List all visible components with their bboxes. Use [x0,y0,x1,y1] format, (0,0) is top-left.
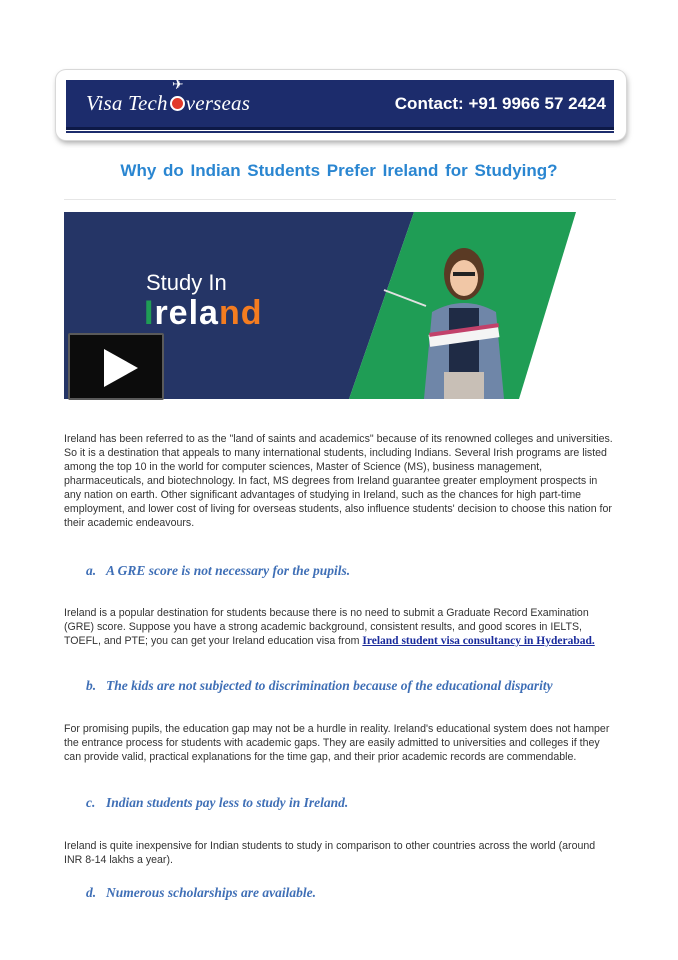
airplane-icon: ✈ [172,78,184,93]
section-heading-a: a. A GRE score is not necessary for the pupils. [86,563,351,578]
intro-paragraph: Ireland has been referred to as the "land of saints and academics" because of its renowned colleges and universities. So it is a destination that appeals to many international students, including Indians. Several Irish programs are listed among the top 10 in the world for computer sciences, Master of Science (MS), business management, pharmaceuticals, and biotechnology. In fact, MS degrees from Ireland guarantee greater employment prospects in any nation on earth. Other significant advantages of studying in Ireland, such as the chances for high part-time employment, and lower cost of living for overseas students, also influence students' decision to choose this nation for their academic endeavours. [64,433,613,529]
play-video-button[interactable] [68,333,164,400]
section-heading-d: d. Numerous scholarships are available. [86,885,317,900]
ireland-student-visa-consultancy-link[interactable]: Ireland student visa consultancy in Hyderabad. [362,635,595,647]
section-paragraph-b: For promising pupils, the education gap may not be a hurdle in reality. Ireland's educational system does not hamper the entrance process for students with academic gaps. They are easily admitted to universities and colleges if they can provide valid, practical explanations for the time gap, and their prior academic records are commendable. [64,723,610,763]
hero-heading: Study In [146,270,227,295]
banner-underline [66,131,614,133]
contact-phone: Contact: +91 9966 57 2424 [394,93,606,113]
section-heading-c: c. Indian students pay less to study in Ireland. [86,795,349,810]
section-paragraph-a: Ireland is a popular destination for students because there is no need to submit a Graduate Record Examination (GRE) score. Suppose you have a strong academic background, consistent results, and good scores in IELTS, TOEFL, and PTE; you can get your Ireland education visa from Ireland student visa consultancy in Hyderabad. [64,607,595,647]
section-heading-b: b. The kids are not subjected to discrimination because of the educational disparity [86,678,553,693]
header-banner [66,80,614,130]
hero-ireland-word: Ireland [144,294,263,332]
globe-icon [170,96,185,111]
visa-tech-overseas-logo: Visa Tech ✈ verseas [86,78,251,115]
title-divider [64,199,616,200]
section-paragraph-c: Ireland is quite inexpensive for Indian students to study in comparison to other countries across the world (around INR 8-14 lakhs a year). [64,840,596,866]
page-title: Why do Indian Students Prefer Ireland for Studying? [120,161,558,180]
